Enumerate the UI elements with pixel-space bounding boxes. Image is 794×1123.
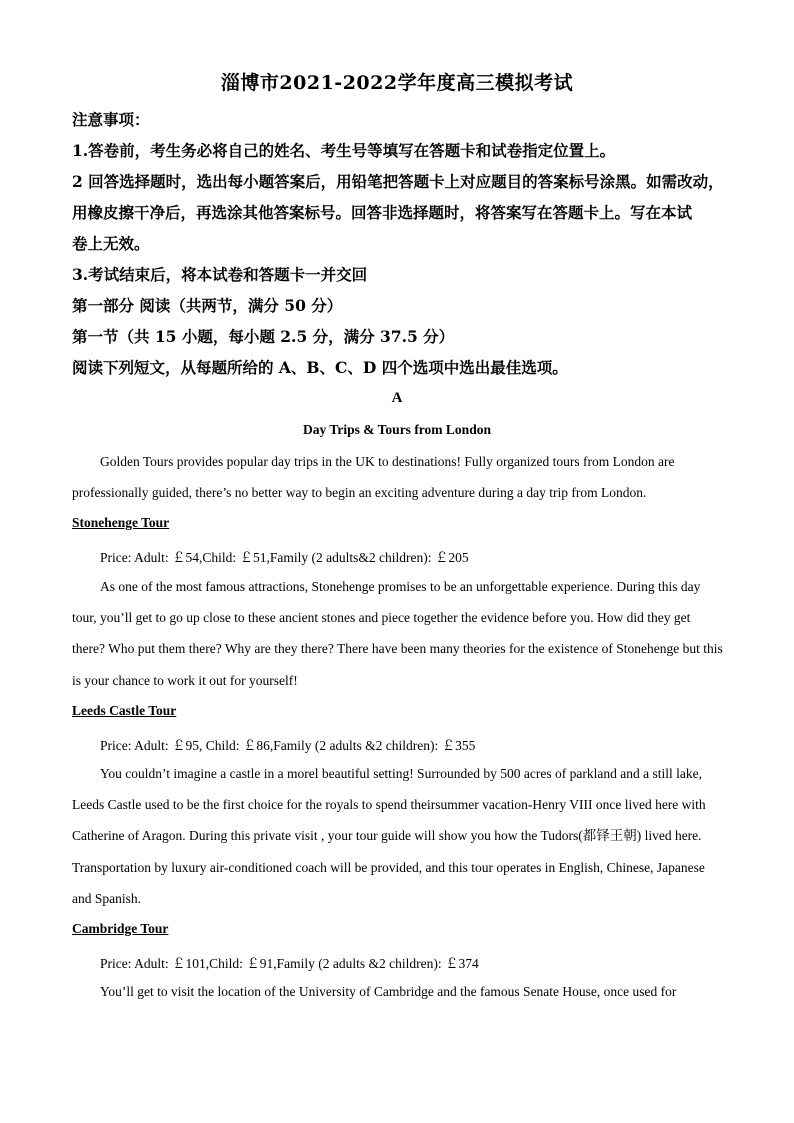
tour-heading-stonehenge: Stonehenge Tour [72,515,170,530]
tour-price-stonehenge: Price: Adult: ￡54,Child: ￡51,Family (2 adults&2 children): ￡205 [100,550,469,565]
tour-price-leeds-castle: Price: Adult: ￡95, Child: ￡86,Family (2 adults &2 children): ￡355 [100,738,476,753]
notice-item-2-line-2: 用橡皮擦干净后，再选涂其他答案标号。回答非选择题时，将答案写在答题卡上。写在本试 [72,203,693,222]
reading-instruction: 阅读下列短文，从每题所给的 A、B、C、D 四个选项中选出最佳选项。 [72,358,568,377]
exam-title: 淄博市2021-2022学年度高三模拟考试 [220,72,574,94]
notice-item-1: 1.答卷前，考生务必将自己的姓名、考生号等填写在答题卡和试卷指定位置上。 [72,141,616,160]
intro-paragraph: Golden Tours provides popular day trips in the UK to destinations! Fully organized tours from London are professionally guided, there’s no better way to begin an exciting adventure during a day trip from London. [72,454,675,501]
notice-item-2-line-1: 2 回答选择题时，选出每小题答案后，用铅笔把答题卡上对应题目的答案标号涂黑。如需改动， [72,172,724,191]
notice-item-2-line-3: 卷上无效。 [72,234,150,253]
part-one-heading: 第一部分 阅读（共两节，满分 50 分） [72,296,343,315]
tour-description-cambridge: You’ll get to visit the location of the University of Cambridge and the famous Senate House, once used for [100,984,677,999]
passage-label: A [391,390,403,406]
notice-heading: 注意事项： [72,110,150,129]
tour-description-leeds-castle: You couldn’t imagine a castle in a morel beautiful setting! Surrounded by 500 acres of parkland and a still lake, Leeds Castle used to be the first choice for the royals to spend theirsummer vacation-Henry VIII once lived here with Catherine of Aragon. During this private visit , your tour guide will show you how the Tudors(都铎王朝) lived here. Transportation by luxury air-conditioned coach will be provided, and this tour operates in English, Chinese, Japanese and Spanish. [72,766,706,906]
passage-title: Day Trips & Tours from London [303,422,491,437]
tour-heading-leeds-castle: Leeds Castle Tour [72,703,177,718]
tour-description-stonehenge: As one of the most famous attractions, Stonehenge promises to be an unforgettable experience. During this day tour, you’ll get to go up close to these ancient stones and piece together the evidence before you. How did they get there? Who put them there? Why are they there? There have been many theories for the existence of Stonehenge but this is your chance to work it out for yourself! [72,579,723,688]
notice-item-3: 3.考试结束后，将本试卷和答题卡一并交回 [72,265,368,284]
tour-heading-cambridge: Cambridge Tour [72,921,169,936]
section-one-heading: 第一节（共 15 小题，每小题 2.5 分，满分 37.5 分） [72,327,455,346]
tour-price-cambridge: Price: Adult: ￡101,Child: ￡91,Family (2 adults &2 children): ￡374 [100,956,479,971]
